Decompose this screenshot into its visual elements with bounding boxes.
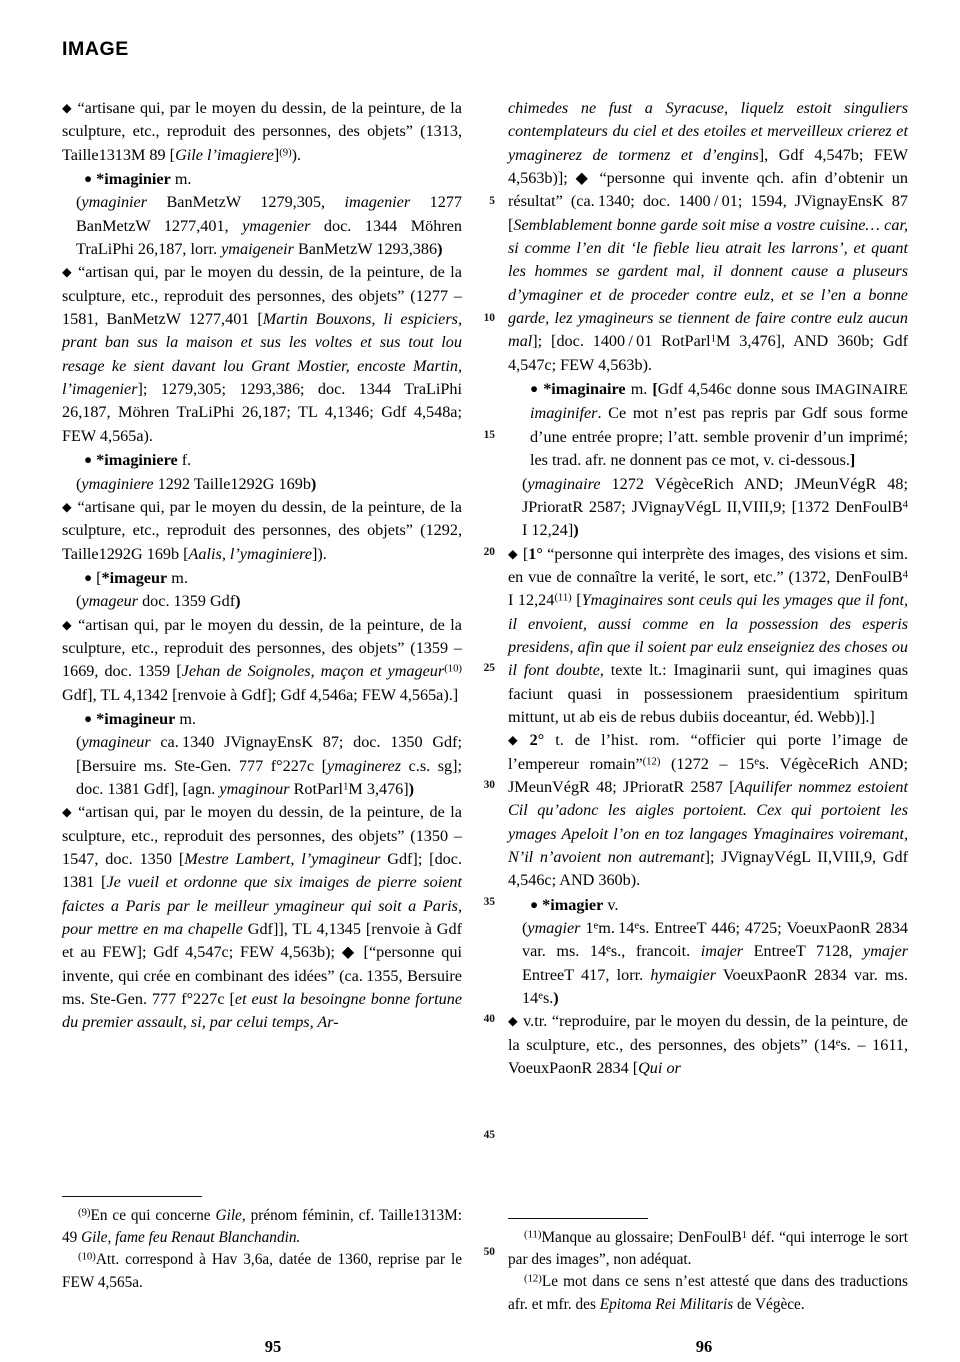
entry-headword: ● *imaginiere f. — [84, 451, 192, 470]
footnote: $^{(10)}$Att. correspond à Hav 3,6a, datée de 1360, reprise par le FEW 4,565a. — [62, 1251, 462, 1291]
footnote: $^{(12)}$Le mot dans ce sens n’est attesté que dans des traductions afr. et mfr. des Epitoma Rei Militaris de Végèce. — [508, 1273, 908, 1313]
line-number: 45 — [483, 1129, 495, 1142]
filled-circle-icon: ● — [530, 381, 540, 397]
footnote-marker: (10) — [78, 1251, 96, 1264]
folio-right: 96 — [695, 1337, 713, 1356]
entry-sense: ◆ 2° t. de l’hist. rom. “officier qui porte l’image de l’empereur romain”$^{(12)}$ (1272 – 15es. VégèceRich AND; JMeunVégR 48; JPrioratR 2587 [Aquilifer nommez estoient Cil qu’adonc les aigles portoient. Cex qui portoient les ymages Apeloit l’on en toz langages Ymaginaires voiremant, N’il n’avoient non autremant]; JVignayVégL II,VIII,9, Gdf 4,546c; AND 360b). — [508, 731, 909, 890]
entry-sense: ◆ [1° “personne qui interprète des images, des visions et sim. en vue de connaître la verité, le sort, etc.” (1372, DenFoulB$^4$ I 12,24$^{(11)}$ [Ymaginaires sont ceuls qui les ymages que il font, il envoient, aussi comme en la possession des esperis presidens, afin que il soient par eulz enseigniez des choses ou il font doubte, texte lt.: Imaginarii sunt, qui imagines quas faciunt quasi in possessionem praesidentium spiritum mittunt, ut ab eis de rebus dubiis doceantur, éd. Webb)].] — [508, 544, 909, 726]
entry-forms: (ymaginaire 1272 VégèceRich AND; JMeunVégR 48; JPrioratR 2587; JVignayVégL II,VIII,9; [1372 DenFoulB$^4$ I 12,24]) — [522, 474, 908, 540]
entry-forms: (ymaginiere 1292 Taille1292G 169b) — [76, 474, 317, 493]
line-number: 10 — [483, 312, 495, 325]
line-number: 50 — [483, 1246, 495, 1259]
filled-circle-icon: ● — [530, 896, 539, 912]
entry-headword: ● [*imageur m. — [84, 568, 188, 587]
entry-sense: ◆ “artisane qui, par le moyen du dessin, de la peinture, de la sculpture, etc., reproduit des personnes, des objets” (1313, Taille1313M 89 [Gile l’imagiere]$^{(9)}$). — [62, 99, 462, 164]
entry-headword: ● *imaginier m. — [84, 170, 192, 189]
footnote-separator-left — [62, 1196, 202, 1197]
lozenge-icon: ◆ — [62, 617, 74, 632]
lozenge-icon: ◆ — [508, 1014, 519, 1029]
line-number: 40 — [483, 1012, 495, 1025]
lozenge-icon: ◆ — [508, 733, 525, 748]
entry-forms: (ymagineur ca. 1340 JVignayEnsK 87; doc. 1350 Gdf; [Bersuire ms. Ste-Gen. 777 f°227c [ymaginerez c.s. sg]; doc. 1381 Gdf], [agn. ymaginour RotParl$^1$M 3,476]) — [76, 733, 463, 798]
filled-circle-icon: ● — [84, 452, 93, 468]
page-title: IMAGE — [62, 38, 129, 60]
line-number: 25 — [483, 662, 495, 675]
entry-sense: ◆ “artisane qui, par le moyen du dessin, de la peinture, de la sculpture, etc., reproduit des personnes, des objets” (1292, Taille1292G 169b [Aalis, l’ymaginiere]). — [62, 497, 462, 563]
lozenge-icon: ◆ — [508, 546, 518, 561]
left-footnotes — [62, 1205, 462, 1294]
lozenge-icon: ◆ — [62, 265, 74, 280]
line-number: 30 — [483, 779, 495, 792]
entry-sense: ◆ v.tr. “reproduire, par le moyen du dessin, de la peinture, de la sculpture, etc., des personnes, des objets” (14es. – 1611, VoeuxPaonR 2834 [Qui or — [508, 1012, 908, 1078]
footnote: $^{(11)}$Manque au glossaire; DenFoulB$^1$ déf. “qui interroge le sort par des images”, non adéquat. — [508, 1228, 909, 1269]
footnote-separator-right — [508, 1218, 648, 1219]
entry-sense: ◆ “artisan qui, par le moyen du dessin, de la peinture, de la sculpture, etc., reproduit des personnes, des objets” (1359 – 1669, doc. 1359 [Jehan de Soignoles, maçon et ymageur$^{(10)}$ Gdf], TL 4,1342 [renvoie à Gdf]; Gdf 4,546a; FEW 4,565a).] — [62, 615, 462, 704]
right-footnotes — [508, 1227, 908, 1316]
entry-headword: ● *imagier v. — [530, 895, 619, 914]
footnote-marker: (12) — [524, 1273, 542, 1286]
entry-cont: chimedes ne fust a Syracuse, liquelz estoit singuliers contemplateurs du ciel et des etoiles et merveilleux crierez et ymaginerez de tormenz et d’engins], Gdf 4,547b; FEW 4,563b)]; ◆ “personne qui invente qch. afin d’obtenir un résultat” (ca. 1340; doc. 1400 / 01; 1594, JVignayEnsK 87 [Semblablement bonne garde soit mise a vostre cuisine… car, si comme l’en dit ‘le fieble lieu atrait les larrons’, et quant les hommes se gardent mal, il donnent cause a pluseurs d’ymaginer et de proceder contre eulz, et se l’en a bonne garde, lez ymagineurs se tiennent de faire contre eulz aucun mal]; [doc. 1400 / 01 RotParl$^1$M 3,476], AND 360b; Gdf 4,547c; FEW 4,563b). — [508, 99, 908, 374]
left-text-column — [62, 97, 462, 1035]
entry-sense: ◆ “artisan qui, par le moyen du dessin, de la peinture, de la sculpture, etc., reproduit des personnes, des objets” (1350 – 1547, doc. 1350 [Mestre Lambert, l’ymagineur Gdf]; [doc. 1381 [Je vueil et ordonne que six imaiges de pierre soient faictes a Paris par le meilleur ymagineur qui soit a Paris, pour mettre en ma chapelle Gdf]], TL 4,1345 [renvoie à Gdf et au FEW]; Gdf 4,547c; FEW 4,563b); ◆ [“personne qui invente, qui crée en combinant des idées” (ca. 1355, Bersuire ms. Ste-Gen. 777 f°227c [et eust la besoingne bonne fortune du premier assault, si, par celui temps, Ar- — [62, 803, 463, 1032]
entry-forms: (ymaginier BanMetzW 1279,305, imagenier 1277 BanMetzW 1277,401, ymagenier doc. 1344 Möhren TraLiPhi 26,187, lorr. ymaigeneir BanMetzW 1293,386) — [76, 193, 462, 259]
entry-headword: ● *imaginaire m. [Gdf 4,546c donne sous IMAGINAIRE imaginifer. Ce mot n’est pas repris par Gdf sous forme d’une entrée propre; l’att. semble provenir d’un imprimé; les trad. afr. ne donnent pas ce mot, v. ci-dessous.] — [530, 380, 909, 470]
entry-sense: ◆ “artisan qui, par le moyen du dessin, de la peinture, de la sculpture, etc., reproduit des personnes, des objets” (1277 – 1581, BanMetzW 1277,401 [Martin Bouxons, li espiciers, prant ban sus la maison et sus les voltes et sus tout lou resage ke sient davant lou Grant Mostier, encoste Martin, l’imagenier]; 1279,305; 1293,386; doc. 1344 TraLiPhi 26,187, Möhren TraLiPhi 26,187; TL 4,1346; Gdf 4,548a; FEW 4,565a). — [62, 263, 462, 445]
lozenge-icon: ◆ — [62, 101, 73, 115]
folio-left: 95 — [264, 1337, 282, 1356]
entry-forms: (ymageur doc. 1359 Gdf) — [76, 592, 241, 611]
lozenge-icon: ◆ — [62, 805, 74, 820]
entry-forms: (ymagier 1em. 14es. EntreeT 446; 4725; VoeuxPaonR 2834 var. ms. 14es., francoit. imajer EntreeT 7128, ymajer EntreeT 417, lorr. hymaigier VoeuxPaonR 2834 var. ms. 14es.) — [522, 919, 909, 1008]
line-number: 5 — [489, 195, 495, 208]
filled-circle-icon: ● — [84, 710, 93, 726]
footnote: $^{(9)}$En ce qui concerne Gile, prénom féminin, cf. Taille1313M: 49 Gile, fame feu Renaut Blanchandin. — [62, 1206, 462, 1247]
lozenge-icon: ◆ — [62, 499, 73, 514]
filled-circle-icon: ● — [84, 171, 93, 187]
line-number: 20 — [483, 545, 495, 558]
footnote-marker: (9) — [78, 1206, 91, 1219]
filled-circle-icon: ● — [84, 569, 93, 585]
entry-headword: ● *imagineur m. — [84, 709, 196, 728]
line-number: 35 — [483, 895, 495, 908]
right-text-column — [508, 97, 908, 1080]
line-number: 15 — [483, 428, 495, 441]
footnote-marker: (11) — [524, 1228, 542, 1241]
